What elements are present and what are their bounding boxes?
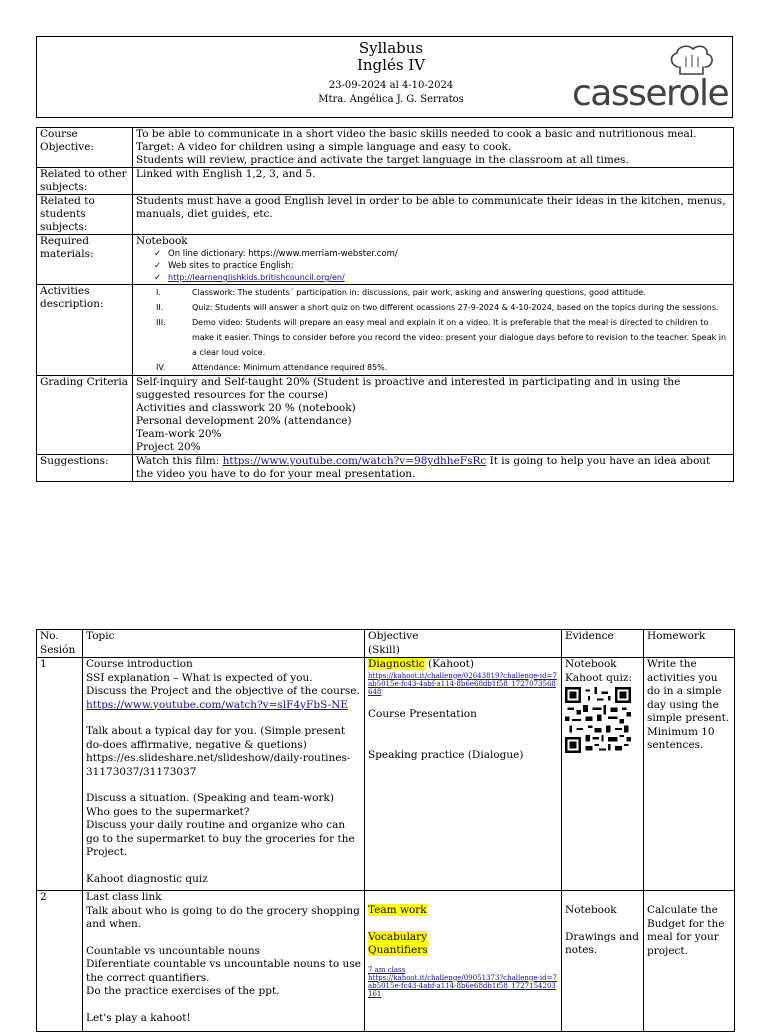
activity-item: III. Demo video: Students will prepare an easy meal and explain it on a video. It is preferable that the meal is directed to children to make it easier. Things to consider before you record the video: present your dialogue days before to revision to the teacher. Speak in a clear loud voice. [156,318,727,357]
suggestions-row [37,455,734,482]
syllabus-header [36,36,733,118]
session-number: 1 [37,658,83,891]
grading-line: Activities and classwork 20 % (notebook) [136,402,356,414]
row-label: Suggestions: [37,455,133,482]
session-evidence: Notebook Kahoot quiz: [562,658,644,891]
teacher-name: Mtra. Angélica J. G. Serratos [318,94,464,105]
objective-line: Target: A video for children using a simple language and easy to cook. [136,141,512,153]
highlight-quantifiers: Quantifiers [368,944,428,956]
session-homework: Write the activities you do in a simple day using the simple present. Minimum 10 sentences. [644,658,735,891]
british-council-link[interactable]: http://learnenglishkids.britishcouncil.org/en/ [168,273,345,282]
session-topic: Course introduction SSI explanation – What is expected of you. Discuss the Project and the objective of the course. https://www.youtube.com/watch?v=slF4yFbS-NE Talk about a typical day for you. (Simple present do-does affirmative, negative & quetions) https://es.slideshare.net/slideshow/daily-routines-31173037/31173037 Discuss a situation. (Speaking and team-work) Who goes to the supermarket? Discuss your daily routine and organize who can go to the supermarket to buy the groceries for the Project. Kahoot diagnostic quiz [83,658,365,891]
casserole-logo [570,41,730,113]
row-label: Related to students subjects: [37,195,133,235]
session-topic: Last class link Talk about who is going to do the grocery shopping and when. Countable vs uncountable nouns Diferentiate countable vs uncountable nouns to use the correct quantifiers. Do the practice exercises of the ppt. Let's play a kahoot! [83,891,365,1032]
row-label: Grading Criteria [37,376,133,455]
course-objective-row [37,128,734,168]
highlight-vocabulary: Vocabulary [368,930,428,943]
header-homework: Homework [644,630,735,658]
objective-line: Students will review, practice and activate the target language in the classroom at all times. [136,154,629,166]
sessions-table [36,629,735,1032]
header-objective: Objective (Skill) [365,630,562,658]
kahoot-link[interactable]: https://kahoot.it/challenge/09051373?challenge-id=7ab5015e-fc43-4abf-a114-8b6e68db1f58_1727154203161 [368,973,557,998]
materials-row [37,235,734,285]
objective-line: To be able to communicate in a short video the basic skills needed to cook a basic and nutritionous meal. [136,128,697,140]
materials-title: Notebook [136,235,188,247]
materials-item: ✓ Web sites to practice English: [154,261,294,271]
grading-cell [133,376,734,455]
grading-row [37,376,734,455]
session-homework: Calculate the Budget for the meal for your project. [644,891,735,1032]
materials-item [136,272,730,284]
related-subjects-row [37,168,734,195]
session-row [37,658,735,891]
course-dates: 23-09-2024 al 4-10-2024 [328,80,454,91]
session-row [37,891,735,1032]
header-topic: Topic [83,630,365,658]
activities-row [37,285,734,376]
logo-wordmark: casserole [572,73,729,113]
activity-item: II. Quiz: Students will answer a short quiz on two different ocassions 27-9-2024 & 4-10-2024, based on the topics during the sessions. [156,303,719,312]
film-link[interactable]: https://www.youtube.com/watch?v=98ydhheFsRc [222,455,487,467]
course-info-table [36,127,734,482]
activity-item: I. Classwork: The students´ participation in: discussions, pair work, asking and answering questions, good attitude. [156,288,646,297]
check-icon: ✓ [154,261,162,271]
row-label: Activities description: [37,285,133,376]
related-students-text: Students must have a good English level in order to be able to communicate their ideas in the kitchen, menus, manuals, diet guides, etc. [133,195,734,235]
grading-line: Project 20% [136,441,201,453]
session-objective [365,891,562,1032]
grading-line: Personal development 20% (attendance) [136,415,352,427]
session-evidence: Notebook Drawings and notes. [562,891,644,1032]
grading-line: Self-inquiry and Self-taught 20% (Student is proactive and interested in participating and in using the suggested resources for the course) [136,376,681,401]
header-num: No. Sesión [37,630,83,658]
activity-item: IV. Attendance: Minimum attendance required 85%. [156,363,388,372]
kahoot-link[interactable]: https://kahoot.it/challenge/02643819?challenge-id=7ab5015e-fc43-4abf-a114-8b6e68db1f58_1727073568648 [368,671,557,696]
suggestions-cell: Watch this film: https://www.youtube.com/watch?v=98ydhheFsRc It is going to help you have an idea about the video you have to do for your meal presentation. [133,455,734,482]
header-evidence: Evidence [562,630,644,658]
objective-cell [133,128,734,168]
highlight-diagnostic: Diagnostic [368,658,425,670]
related-students-row [37,195,734,235]
session-objective: Diagnostic (Kahoot) https://kahoot.it/challenge/02643819?challenge-id=7ab5015e-fc43-4abf-a114-8b6e68db1f58_1727073568648 Course Presentation Speaking practice (Dialogue) [365,658,562,891]
youtube-link[interactable]: https://www.youtube.com/watch?v=slF4yFbS-NE [86,698,349,711]
check-icon: ✓ [154,273,162,283]
qr-code-icon[interactable] [565,687,631,753]
highlight-team-work: Team work [368,904,427,916]
materials-cell [133,235,734,285]
sessions-header-row [37,630,735,658]
course-name: Inglés IV [356,56,426,74]
session-number: 2 [37,891,83,1032]
row-label: Course Objective: [37,128,133,168]
check-icon: ✓ [154,249,162,259]
related-subjects-text: Linked with English 1,2, 3, and 5. [133,168,734,195]
row-label: Required materials: [37,235,133,285]
activities-cell [133,285,734,376]
grading-line: Team-work 20% [136,428,222,440]
row-label: Related to other subjects: [37,168,133,195]
materials-item: ✓ On line dictionary: https://www.merriam-webster.com/ [154,249,398,259]
document-title: Syllabus [358,39,424,57]
class-time-link[interactable]: 7 am class [368,965,406,974]
